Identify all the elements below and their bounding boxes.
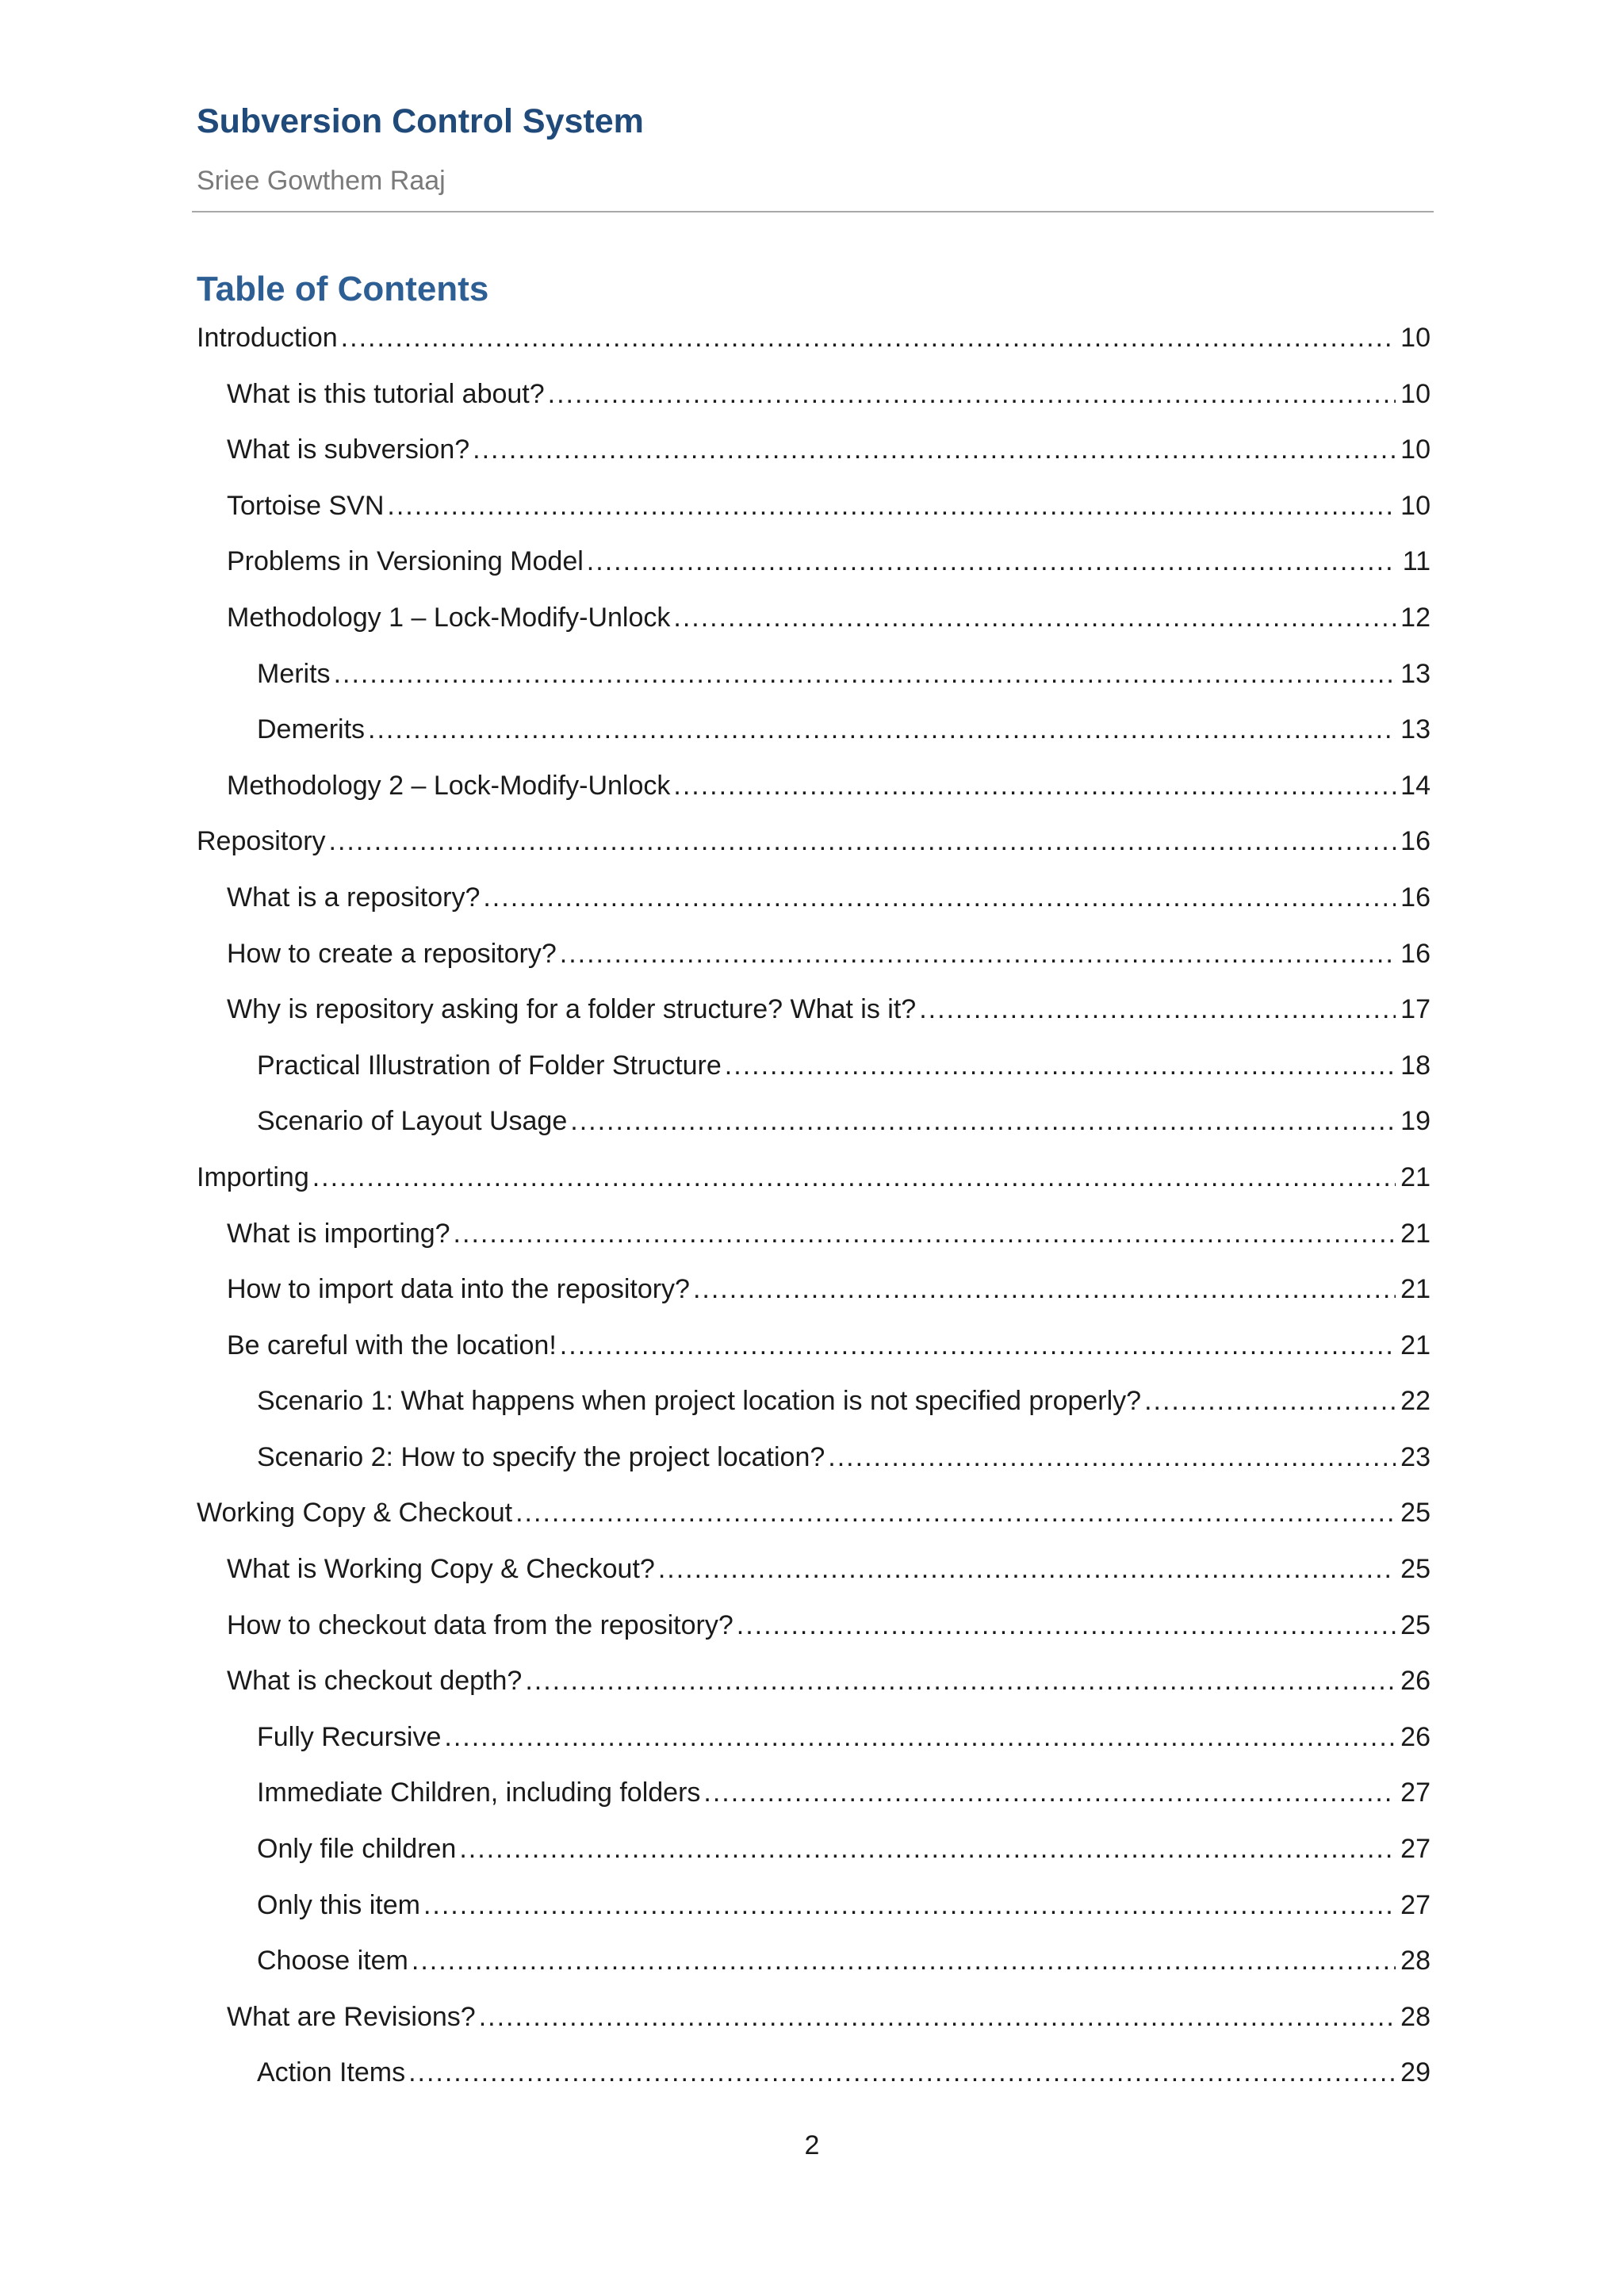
toc-dot-leader	[560, 933, 1396, 974]
toc-entry-page: 18	[1400, 1050, 1431, 1081]
toc-dot-leader	[673, 765, 1396, 806]
toc-entry-page: 28	[1400, 1946, 1431, 1976]
toc-entry-label: Problems in Versioning Model	[227, 546, 584, 577]
toc-entry[interactable]	[197, 1660, 1431, 1716]
toc-dot-leader	[334, 653, 1396, 695]
document-header	[197, 94, 1434, 205]
toc-entry[interactable]	[197, 1437, 1431, 1493]
toc-dot-leader	[548, 373, 1396, 415]
toc-entry[interactable]	[197, 1213, 1431, 1269]
toc-entry-page: 10	[1400, 323, 1431, 353]
toc-entry-label: What is a repository?	[227, 882, 481, 913]
toc-dot-leader	[483, 877, 1396, 918]
toc-dot-leader	[737, 1605, 1396, 1646]
toc-entry-label: Only this item	[257, 1889, 420, 1920]
toc-dot-leader	[423, 1885, 1396, 1926]
toc-entry[interactable]	[197, 429, 1431, 485]
toc-dot-leader	[828, 1437, 1396, 1478]
toc-entry[interactable]	[197, 317, 1431, 373]
table-of-contents	[197, 317, 1431, 2108]
toc-entry-page: 26	[1400, 1666, 1431, 1697]
toc-dot-leader	[515, 1492, 1396, 1533]
toc-entry-label: What is Working Copy & Checkout?	[227, 1554, 655, 1585]
toc-entry-label: Why is repository asking for a folder structure? What is it?	[227, 994, 917, 1025]
toc-entry-page: 10	[1400, 434, 1431, 465]
toc-entry-page: 25	[1400, 1498, 1431, 1529]
toc-dot-leader	[479, 1996, 1396, 2038]
toc-entry-label: Be careful with the location!	[227, 1330, 557, 1360]
toc-entry[interactable]	[197, 1605, 1431, 1661]
toc-dot-leader	[312, 1157, 1396, 1198]
toc-entry[interactable]	[197, 1716, 1431, 1773]
toc-entry[interactable]	[197, 1996, 1431, 2053]
toc-entry-page: 16	[1400, 826, 1431, 857]
toc-dot-leader	[408, 2052, 1396, 2093]
toc-entry[interactable]	[197, 1045, 1431, 1101]
toc-dot-leader	[1144, 1380, 1396, 1422]
toc-heading: Table of Contents	[197, 270, 489, 308]
toc-entry-page: 27	[1400, 1834, 1431, 1865]
toc-dot-leader	[919, 989, 1396, 1030]
toc-entry[interactable]	[197, 1492, 1431, 1548]
toc-entry-label: Choose item	[257, 1946, 408, 1976]
toc-entry-label: Scenario 2: How to specify the project location?	[257, 1441, 825, 1472]
toc-entry-label: How to checkout data from the repository?	[227, 1609, 733, 1640]
toc-entry-label: Methodology 2 – Lock-Modify-Unlock	[227, 770, 671, 801]
toc-dot-leader	[560, 1325, 1396, 1366]
toc-dot-leader	[412, 1940, 1396, 1981]
toc-dot-leader	[587, 541, 1396, 582]
toc-entry-label: What is importing?	[227, 1218, 450, 1249]
toc-entry-page: 19	[1400, 1106, 1431, 1137]
toc-entry-label: How to create a repository?	[227, 938, 557, 969]
toc-dot-leader	[368, 709, 1396, 750]
toc-entry-label: Scenario of Layout Usage	[257, 1106, 568, 1137]
toc-entry-page: 21	[1400, 1161, 1431, 1192]
toc-entry-page: 11	[1402, 546, 1431, 577]
toc-entry[interactable]	[197, 1772, 1431, 1828]
toc-entry-page: 28	[1400, 2001, 1431, 2032]
toc-entry-label: Only file children	[257, 1834, 457, 1865]
toc-entry-page: 27	[1400, 1777, 1431, 1808]
toc-entry-label: Methodology 1 – Lock-Modify-Unlock	[227, 602, 671, 633]
toc-entry-page: 27	[1400, 1889, 1431, 1920]
toc-entry-label: Action Items	[257, 2057, 406, 2088]
toc-dot-leader	[570, 1100, 1396, 1142]
toc-entry-label: Introduction	[197, 323, 338, 353]
toc-entry-label: What is subversion?	[227, 434, 470, 465]
toc-entry-label: What is this tutorial about?	[227, 378, 545, 409]
toc-entry-page: 21	[1400, 1330, 1431, 1360]
toc-entry-page: 16	[1400, 882, 1431, 913]
toc-entry-label: Working Copy & Checkout	[197, 1498, 513, 1529]
toc-entry-page: 21	[1400, 1218, 1431, 1249]
toc-dot-leader	[673, 597, 1396, 638]
toc-dot-leader	[693, 1269, 1396, 1310]
toc-dot-leader	[341, 317, 1396, 358]
toc-entry-page: 10	[1400, 490, 1431, 521]
toc-entry-label: What are Revisions?	[227, 2001, 476, 2032]
toc-entry[interactable]	[197, 485, 1431, 541]
toc-entry[interactable]	[197, 821, 1431, 877]
toc-dot-leader	[329, 821, 1396, 862]
toc-dot-leader	[444, 1716, 1396, 1758]
toc-entry[interactable]	[197, 373, 1431, 430]
toc-entry-page: 23	[1400, 1441, 1431, 1472]
toc-dot-leader	[658, 1548, 1396, 1590]
toc-entry[interactable]	[197, 933, 1431, 989]
toc-entry-label: Demerits	[257, 714, 366, 745]
toc-entry-page: 13	[1400, 714, 1431, 745]
page-number: 2	[804, 2130, 820, 2160]
toc-entry[interactable]	[197, 2052, 1431, 2108]
toc-entry[interactable]	[197, 709, 1431, 765]
toc-entry-label: Repository	[197, 826, 326, 857]
toc-entry-page: 21	[1400, 1274, 1431, 1305]
toc-entry[interactable]	[197, 877, 1431, 933]
toc-entry-label: Practical Illustration of Folder Structure	[257, 1050, 722, 1081]
toc-entry[interactable]	[197, 541, 1431, 597]
toc-entry[interactable]	[197, 1828, 1431, 1885]
toc-entry-page: 26	[1400, 1721, 1431, 1752]
toc-entry-page: 12	[1400, 602, 1431, 633]
toc-dot-leader	[525, 1660, 1396, 1701]
toc-entry[interactable]	[197, 597, 1431, 653]
toc-entry-page: 16	[1400, 938, 1431, 969]
header-divider	[192, 211, 1434, 212]
toc-dot-leader	[725, 1045, 1396, 1086]
toc-entry-label: What is checkout depth?	[227, 1666, 523, 1697]
toc-entry-label: Importing	[197, 1161, 309, 1192]
toc-entry-page: 10	[1400, 378, 1431, 409]
toc-entry[interactable]	[197, 1380, 1431, 1437]
document-author: Sriee Gowthem Raaj	[197, 166, 446, 196]
toc-entry-label: How to import data into the repository?	[227, 1274, 690, 1305]
toc-entry-label: Scenario 1: What happens when project location is not specified properly?	[257, 1386, 1142, 1417]
toc-entry[interactable]	[197, 765, 1431, 821]
toc-dot-leader	[454, 1213, 1396, 1254]
toc-dot-leader	[703, 1772, 1396, 1813]
toc-entry-page: 25	[1400, 1609, 1431, 1640]
toc-entry-page: 22	[1400, 1386, 1431, 1417]
toc-entry[interactable]	[197, 1940, 1431, 1996]
toc-entry[interactable]	[197, 1325, 1431, 1381]
toc-entry-label: Immediate Children, including folders	[257, 1777, 701, 1808]
toc-entry-label: Merits	[257, 658, 331, 689]
toc-entry[interactable]	[197, 989, 1431, 1045]
toc-entry-page: 17	[1400, 994, 1431, 1025]
document-title: Subversion Control System	[197, 102, 644, 140]
toc-entry-page: 25	[1400, 1554, 1431, 1585]
toc-entry-page: 29	[1400, 2057, 1431, 2088]
toc-entry-page: 14	[1400, 770, 1431, 801]
toc-entry[interactable]	[197, 1885, 1431, 1941]
toc-entry[interactable]	[197, 1157, 1431, 1213]
toc-dot-leader	[473, 429, 1396, 470]
toc-entry[interactable]	[197, 1269, 1431, 1325]
toc-dot-leader	[459, 1828, 1396, 1869]
toc-entry[interactable]	[197, 653, 1431, 710]
toc-entry-label: Tortoise SVN	[227, 490, 385, 521]
toc-dot-leader	[387, 485, 1396, 526]
toc-entry[interactable]	[197, 1100, 1431, 1157]
toc-entry[interactable]	[197, 1548, 1431, 1605]
toc-entry-label: Fully Recursive	[257, 1721, 442, 1752]
toc-entry-page: 13	[1400, 658, 1431, 689]
